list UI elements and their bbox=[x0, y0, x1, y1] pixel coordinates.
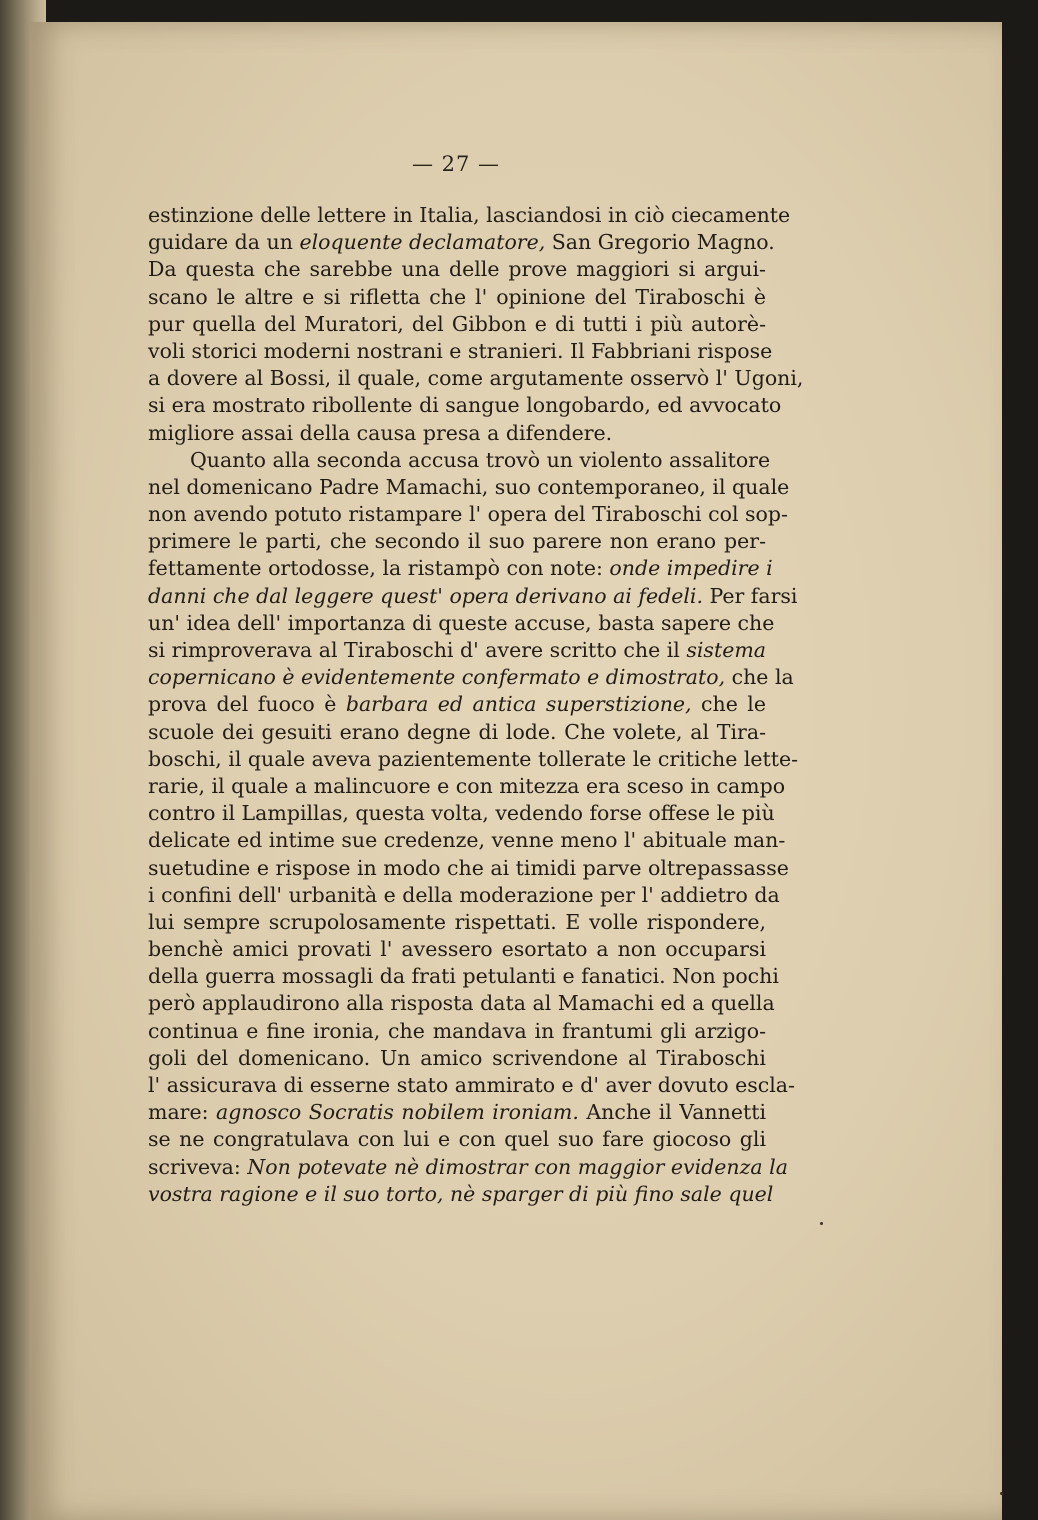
text-line bbox=[148, 1126, 766, 1153]
text-span: boschi, il quale aveva pazientemente tollerate le critiche lette- bbox=[148, 746, 799, 771]
text-span: delicate ed intime sue credenze, venne meno l' abituale man- bbox=[148, 828, 786, 853]
text-span: guidare da un bbox=[148, 230, 300, 255]
text-line bbox=[148, 501, 788, 528]
text-span: voli storici moderni nostrani e stranieri. Il Fabbriani rispose bbox=[148, 338, 773, 363]
text-span: Anche il Vannetti bbox=[578, 1100, 767, 1125]
text-line bbox=[148, 338, 773, 365]
text-line bbox=[148, 637, 766, 664]
text-span: scriveva: bbox=[148, 1154, 248, 1179]
text-line bbox=[148, 963, 779, 990]
text-line bbox=[148, 284, 766, 311]
text-span: goli del domenicano. Un amico scrivendone al Tiraboschi bbox=[148, 1045, 766, 1070]
text-line bbox=[148, 1072, 795, 1099]
book-page bbox=[30, 22, 1002, 1520]
text-span: scuole dei gesuiti erano degne di lode. Che volete, al Tira- bbox=[148, 719, 766, 744]
text-span: Quanto alla seconda accusa trovò un violento assalitore bbox=[190, 447, 771, 472]
text-span: prova del fuoco è bbox=[148, 692, 346, 717]
italic-text: copernicano è evidentemente confermato e dimostrato, bbox=[148, 665, 726, 690]
text-span: a dovere al Bossi, il quale, come argutamente osservò l' Ugoni, bbox=[148, 366, 804, 391]
text-line bbox=[148, 311, 766, 338]
text-line bbox=[148, 447, 771, 474]
text-span: estinzione delle lettere in Italia, lasciandosi in ciò ciecamente bbox=[148, 203, 791, 227]
text-span: non avendo potuto ristampare l' opera del Tiraboschi col sop- bbox=[148, 502, 788, 527]
text-span: fettamente ortodosse, la ristampò con note: bbox=[148, 556, 610, 581]
text-line bbox=[148, 990, 775, 1017]
text-span: contro il Lampillas, questa volta, vedendo forse offese le più bbox=[148, 801, 775, 826]
text-line bbox=[148, 365, 804, 392]
text-line bbox=[148, 256, 766, 283]
body-text bbox=[148, 202, 804, 1208]
text-span: l' assicurava di esserne stato ammirato e d' aver dovuto escla- bbox=[148, 1073, 795, 1097]
text-span: migliore assai della causa presa a difendere. bbox=[148, 420, 613, 445]
paper-speck bbox=[820, 1222, 823, 1225]
italic-text: agnosco Socratis nobilem ironiam. bbox=[216, 1100, 579, 1125]
text-line bbox=[148, 882, 780, 909]
text-line bbox=[148, 528, 766, 555]
text-line bbox=[148, 1154, 788, 1181]
text-line bbox=[148, 773, 786, 800]
text-line bbox=[148, 855, 789, 882]
text-line bbox=[148, 1099, 766, 1126]
text-span: che la bbox=[725, 665, 794, 690]
text-line bbox=[148, 909, 766, 936]
text-line bbox=[148, 664, 794, 691]
text-span: mare: bbox=[148, 1100, 216, 1125]
text-span: che le bbox=[691, 692, 766, 717]
text-line bbox=[148, 202, 791, 229]
text-line bbox=[148, 800, 775, 827]
text-span: Da questa che sarebbe una delle prove maggiori si argui- bbox=[148, 257, 766, 282]
italic-text: sistema bbox=[686, 638, 766, 662]
text-line bbox=[148, 583, 798, 610]
text-span: i confini dell' urbanità e della moderazione per l' addietro da bbox=[148, 882, 780, 907]
italic-text: Non potevate nè dimostrar con maggior evidenza la bbox=[247, 1154, 788, 1179]
text-line bbox=[148, 719, 766, 746]
text-line bbox=[148, 936, 766, 963]
text-line bbox=[148, 1045, 766, 1072]
text-line bbox=[148, 555, 773, 582]
text-span: pur quella del Muratori, del Gibbon e di tutti i più autorè- bbox=[148, 311, 766, 336]
italic-text: danni che dal leggere quest' opera derivano ai fedeli. bbox=[148, 583, 703, 608]
text-line bbox=[148, 474, 790, 501]
text-span: si rimproverava al Tiraboschi d' avere scritto che il bbox=[148, 638, 687, 662]
text-line bbox=[148, 610, 775, 637]
text-span: suetudine e rispose in modo che ai timidi parve oltrepassasse bbox=[148, 855, 789, 880]
text-line bbox=[148, 827, 786, 854]
text-line bbox=[148, 1181, 774, 1208]
text-span: continua e fine ironia, che mandava in frantumi gli arzigo- bbox=[148, 1018, 766, 1043]
text-span: rarie, il quale a malincuore e con mitezza era sceso in campo bbox=[148, 773, 786, 798]
text-span: benchè amici provati l' avessero esortato a non occuparsi bbox=[148, 937, 766, 962]
text-span: Per farsi bbox=[702, 583, 798, 608]
italic-text: eloquente declamatore, bbox=[299, 230, 546, 255]
text-span: se ne congratulava con lui e con quel suo fare giocoso gli bbox=[148, 1127, 766, 1152]
italic-text: barbara ed antica superstizione, bbox=[345, 692, 692, 717]
text-line bbox=[148, 392, 782, 419]
text-line bbox=[148, 420, 766, 447]
text-line bbox=[148, 746, 799, 773]
text-span: scano le altre e si rifletta che l' opinione del Tiraboschi è bbox=[148, 284, 766, 309]
text-span: San Gregorio Magno. bbox=[545, 230, 775, 255]
italic-text: vostra ragione e il suo torto, nè sparger di più fino sale quel bbox=[148, 1181, 774, 1206]
text-line bbox=[148, 229, 775, 256]
text-span: si era mostrato ribollente di sangue longobardo, ed avvocato bbox=[148, 393, 782, 418]
text-span: nel domenicano Padre Mamachi, suo contemporaneo, il quale bbox=[148, 474, 790, 499]
text-span: primere le parti, che secondo il suo parere non erano per- bbox=[148, 529, 766, 554]
page-number: — 27 — bbox=[411, 152, 501, 176]
text-span: un' idea dell' importanza di queste accuse, basta sapere che bbox=[148, 610, 775, 635]
text-line bbox=[148, 1018, 766, 1045]
text-span: della guerra mossagli da frati petulanti e fanatici. Non pochi bbox=[148, 964, 779, 989]
paper-speck bbox=[1000, 1492, 1003, 1495]
italic-text: onde impedire i bbox=[609, 556, 773, 581]
text-span: lui sempre scrupolosamente rispettati. E volle rispondere, bbox=[148, 909, 766, 934]
text-span: però applaudirono alla risposta data al Mamachi ed a quella bbox=[148, 991, 775, 1016]
text-line bbox=[148, 691, 766, 718]
